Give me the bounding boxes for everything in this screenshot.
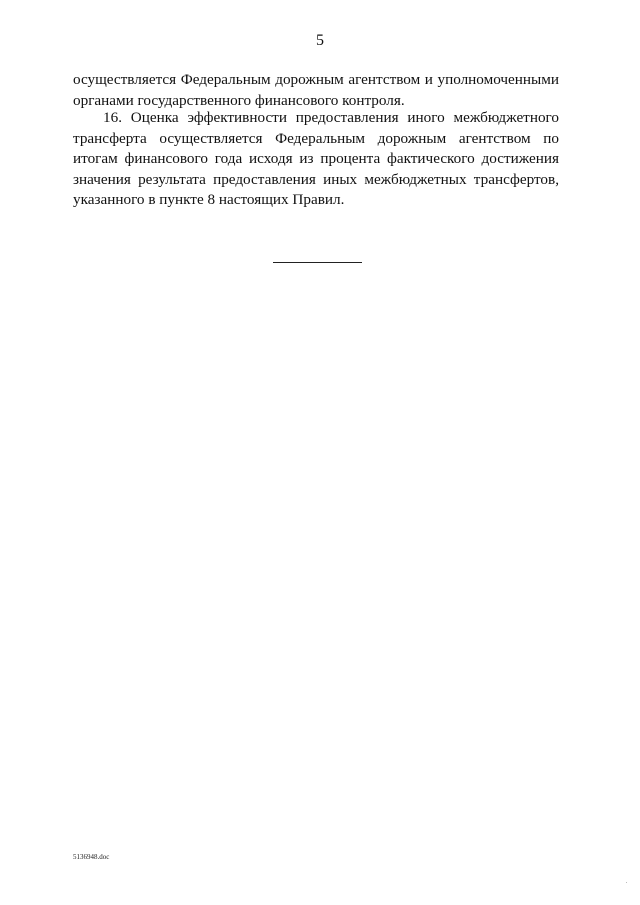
scan-artifact-dot [626,882,627,883]
paragraph-16: 16. Оценка эффективности предоставления иного межбюджетного трансферта осуществляется Федеральным дорожным агентством по итогам финансового года исходя из процента фактического достижения значения результата предоставления иных межбюджетных трансфертов, указанного в пункте 8 настоящих Правил. [73,109,559,208]
page-number: 5 [316,32,324,49]
paragraph-continuation: осуществляется Федеральным дорожным агентством и уполномоченными органами государственного финансового контроля. [73,71,559,109]
end-of-text-rule [273,262,362,263]
footer-document-id: 5136948.doc [73,853,110,861]
